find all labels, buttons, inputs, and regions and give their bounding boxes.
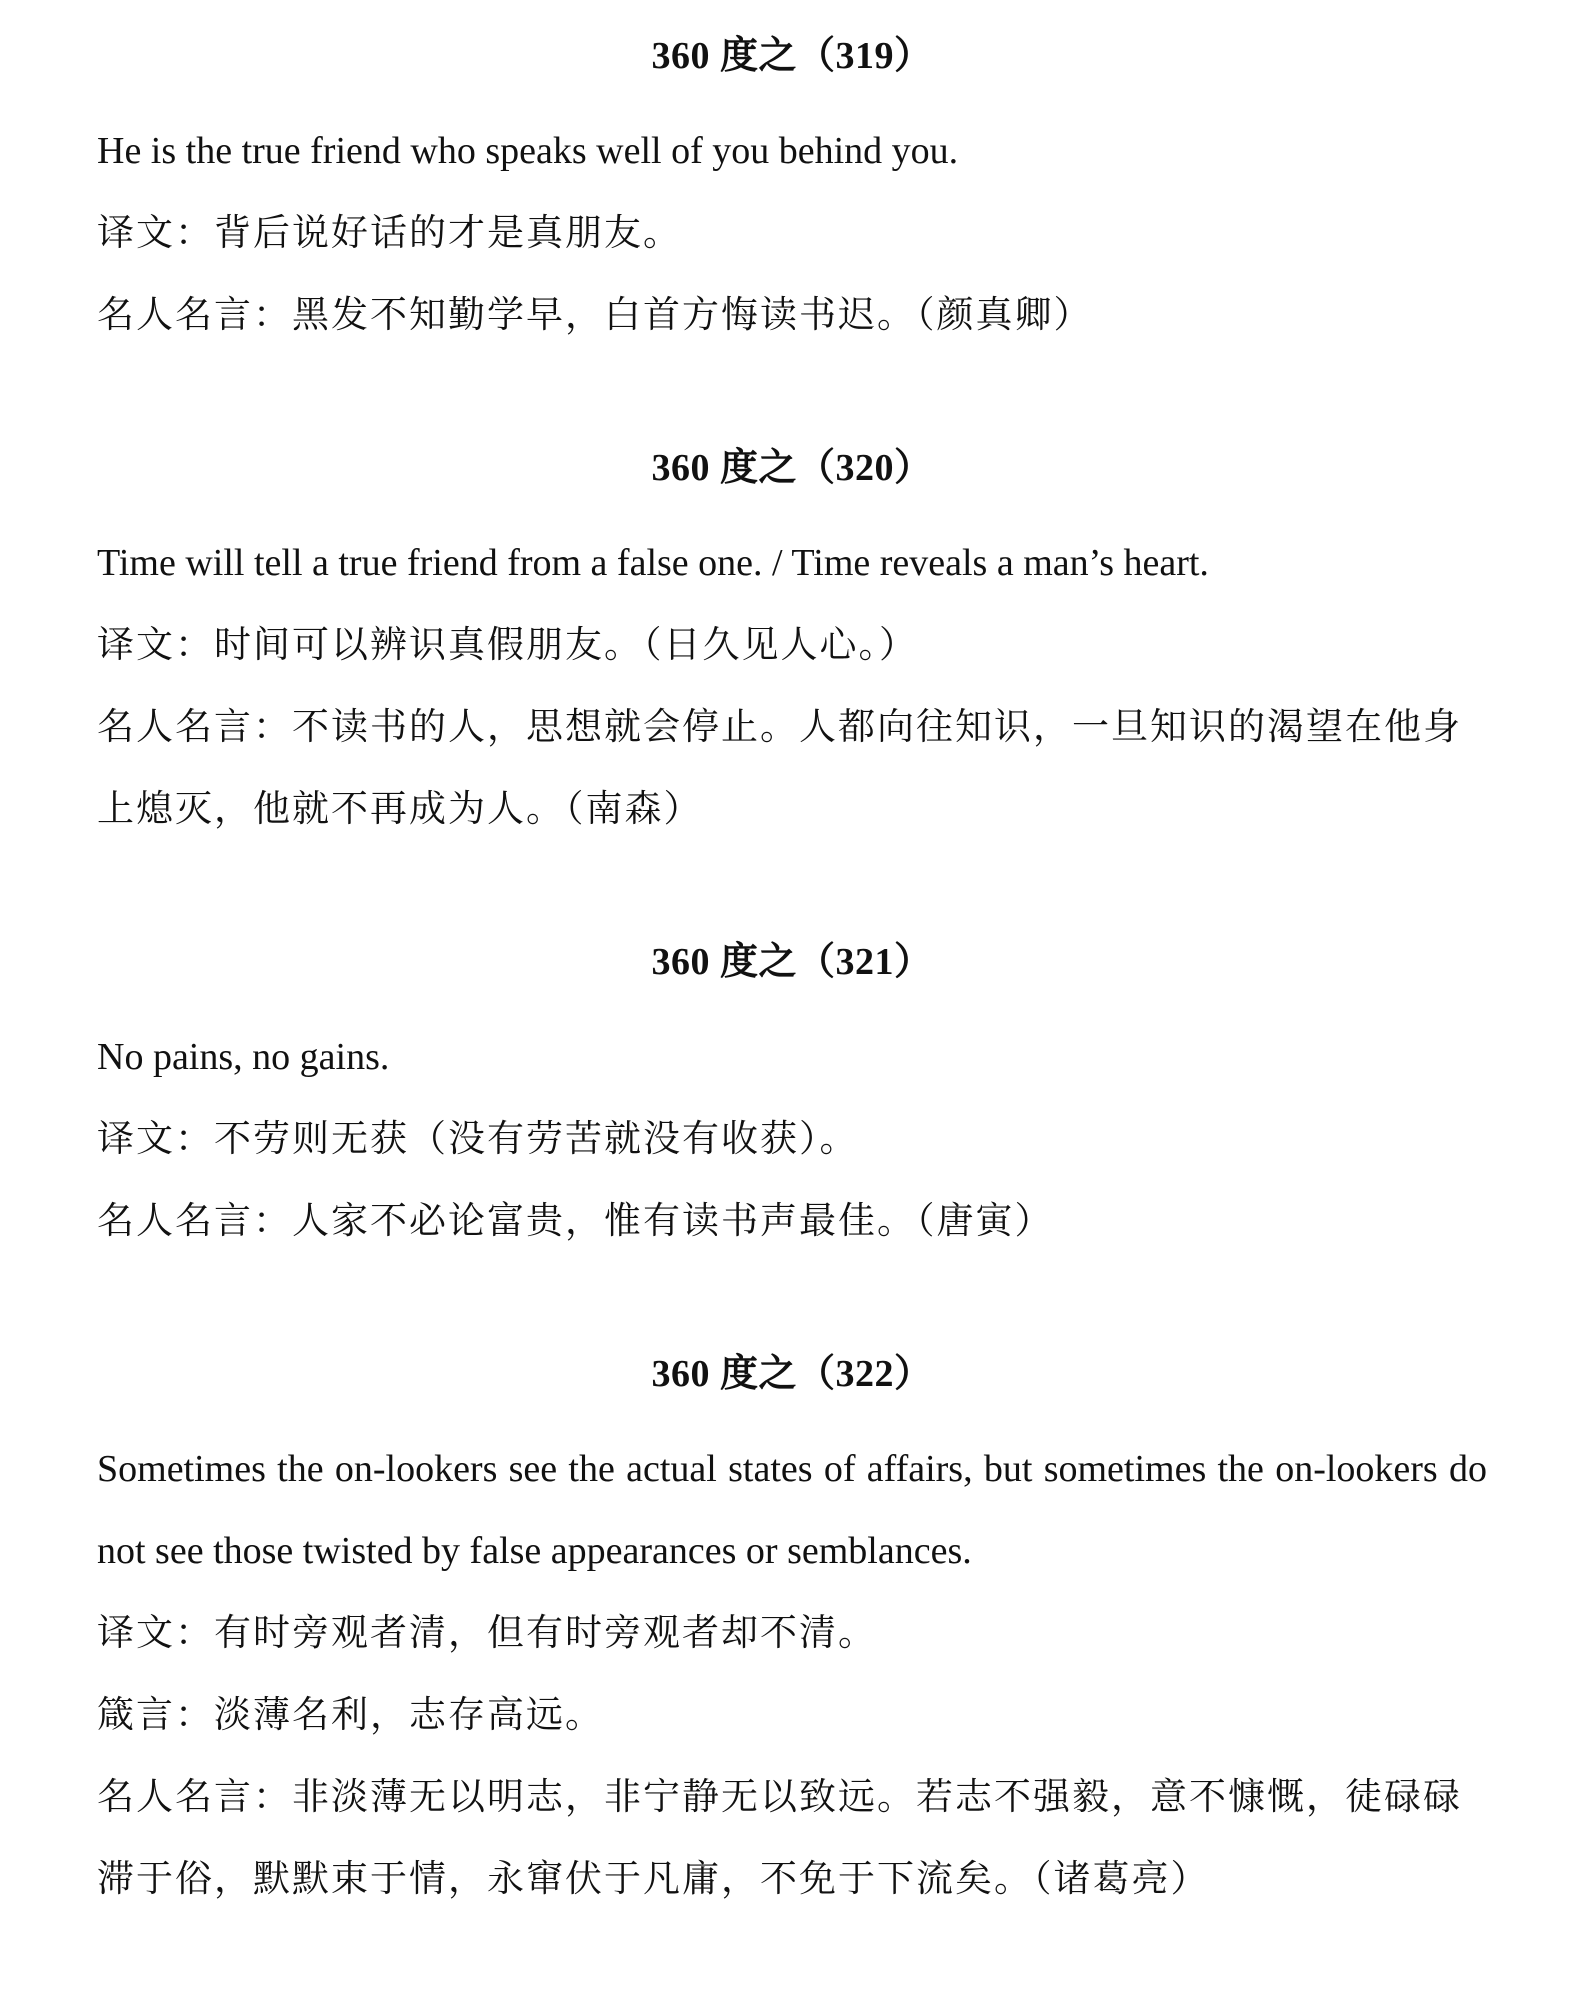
entry-title: 360 度之（322） <box>651 1353 933 1395</box>
translation-line <box>97 1592 1487 1674</box>
entry-title: 360 度之（319） <box>651 35 933 77</box>
translation-text: 不劳则无获（没有劳苦就没有收获）。 <box>214 1117 859 1160</box>
translation-text: 背后说好话的才是真朋友。 <box>214 211 682 254</box>
motto-line <box>97 1674 1487 1756</box>
translation-label: 译文： <box>97 211 214 254</box>
english-proverb: Sometimes the on-lookers see the actual states of affairs, but sometimes the on-lookers do not see those twisted by false appearances or semblances. <box>97 1448 1487 1572</box>
translation-label: 译文： <box>97 1117 214 1160</box>
document-page <box>97 28 1487 2004</box>
quote-line <box>97 274 1487 356</box>
translation-label: 译文： <box>97 623 214 666</box>
translation-text: 有时旁观者清，但有时旁观者却不清。 <box>214 1611 877 1654</box>
quote-text: 不读书的人，思想就会停止。人都向往知识，一旦知识的渴望在他身上熄灭，他就不再成为人。（南森） <box>97 705 1462 830</box>
motto-label: 箴言： <box>97 1693 214 1736</box>
entry-title: 360 度之（321） <box>651 941 933 983</box>
entry-title: 360 度之（320） <box>651 447 933 489</box>
translation-text: 时间可以辨识真假朋友。（日久见人心。） <box>214 623 918 666</box>
entry-322 <box>97 1346 1487 1920</box>
english-proverb: Time will tell a true friend from a false one. / Time reveals a man’s heart. <box>97 542 1209 584</box>
quote-text: 黑发不知勤学早，白首方悔读书迟。（颜真卿） <box>292 293 1093 336</box>
quote-label: 名人名言： <box>97 1775 292 1818</box>
translation-line <box>97 1098 1487 1180</box>
quote-line <box>97 1180 1487 1262</box>
translation-line <box>97 604 1487 686</box>
quote-label: 名人名言： <box>97 705 292 748</box>
quote-text: 非淡薄无以明志，非宁静无以致远。若志不强毅，意不慷慨，徒碌碌滞于俗，默默束于情，永窜伏于凡庸，不免于下流矣。（诸葛亮） <box>97 1775 1462 1900</box>
english-proverb: No pains, no gains. <box>97 1036 390 1078</box>
entry-319 <box>97 28 1487 356</box>
english-proverb: He is the true friend who speaks well of you behind you. <box>97 130 959 172</box>
quote-line <box>97 1756 1487 1920</box>
quote-line <box>97 686 1487 850</box>
motto-text: 淡薄名利，志存高远。 <box>214 1693 604 1736</box>
quote-label: 名人名言： <box>97 1199 292 1242</box>
entry-320 <box>97 440 1487 850</box>
translation-line <box>97 192 1487 274</box>
entry-321 <box>97 934 1487 1262</box>
quote-text: 人家不必论富贵，惟有读书声最佳。（唐寅） <box>292 1199 1054 1242</box>
translation-label: 译文： <box>97 1611 214 1654</box>
quote-label: 名人名言： <box>97 293 292 336</box>
